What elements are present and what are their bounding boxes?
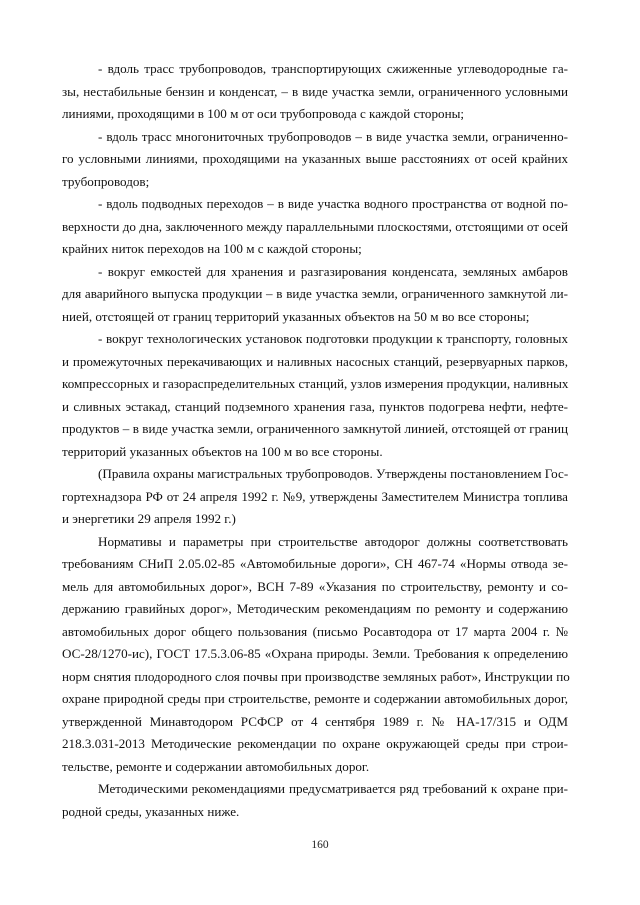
- text-line: го условными линиями, проходящими на указанных выше расстояниях от осей крайних: [62, 151, 568, 166]
- text-line: и энергетики 29 апреля 1992 г.): [62, 511, 236, 526]
- text-line: крайних ниток переходов на 100 м с каждой стороны;: [62, 241, 362, 256]
- paragraph: [62, 193, 568, 261]
- text-line: норм снятия плодородного слоя почвы при производстве земляных работ», Инструкции по: [62, 668, 570, 684]
- paragraph: [62, 778, 568, 823]
- text-line: охране природной среды при строительстве, ремонте и содержании автомобильных дорог,: [62, 691, 568, 706]
- text-line: нией, отстоящей от границ территорий указанных объектов на 50 м во все стороны;: [62, 308, 530, 324]
- text-line: мель для автомобильных дорог», ВСН 7-89 «Указания по строительству, ремонту и со-: [62, 578, 568, 594]
- text-line: - вокруг емкостей для хранения и разгазирования конденсата, земляных амбаров: [98, 263, 568, 279]
- text-line: территорий указанных объектов на 100 м во все стороны.: [62, 443, 383, 459]
- text-line: компрессорных и газораспределительных станций, узлов измерения продукции, наливных: [62, 376, 569, 391]
- text-line: продуктов – в виде участка земли, ограниченного замкнутой линией, отстоящей от границ: [62, 421, 568, 436]
- text-line: 218.3.031-2013 Методические рекомендации по охране окружающей среды при строи-: [62, 736, 568, 751]
- text-line: - вдоль трасс трубопроводов, транспортирующих сжиженные углеводородные га-: [98, 61, 568, 76]
- text-line: - вдоль трасс многониточных трубопроводов – в виде участка земли, ограниченно-: [98, 128, 568, 144]
- page-number: 160: [311, 839, 329, 851]
- text-line: требованиям СНиП 2.05.02-85 «Автомобильные дороги», СН 467-74 «Нормы отвода зе-: [62, 556, 568, 571]
- paragraph: [62, 463, 568, 531]
- text-line: родной среды, указанных ниже.: [62, 803, 240, 819]
- body-text: [62, 58, 568, 823]
- text-line: линиями, проходящими в 100 м от оси трубопровода с каждой стороны;: [62, 106, 465, 121]
- text-line: держанию гравийных дорог», Методическим рекомендациям по ремонту и содержанию: [62, 601, 568, 616]
- text-line: верхности до дна, заключенного между параллельными плоскостями, отстоящими от осей: [62, 218, 568, 234]
- text-line: автомобильных дорог общего пользования (письмо Росавтодора от 17 марта 2004 г. №: [62, 623, 568, 639]
- text-line: Нормативы и параметры при строительстве автодорог должны соответствовать: [98, 533, 568, 549]
- paragraph: [62, 261, 568, 329]
- text-line: зы, нестабильные бензин и конденсат, – в виде участка земли, ограниченного условными: [62, 83, 568, 99]
- text-line: утвержденной Минавтодором РСФСР от 4 сентября 1989 г. № НА-17/315 и ОДМ: [62, 713, 568, 729]
- text-line: ОС-28/1270-ис), ГОСТ 17.5.3.06-85 «Охрана природы. Земли. Требования к определению: [62, 646, 568, 661]
- text-line: и сливных эстакад, станций подземного хранения газа, пунктов подогрева нефти, нефте-: [62, 398, 568, 414]
- paragraph: [62, 58, 568, 126]
- text-line: гортехнадзора РФ от 24 апреля 1992 г. №9, утверждены Заместителем Министра топлива: [62, 488, 568, 504]
- paragraph: [62, 531, 568, 779]
- text-line: тельстве, ремонте и содержании автомобильных дорог.: [62, 758, 370, 774]
- text-line: - вокруг технологических установок подготовки продукции к транспорту, головных: [98, 331, 568, 346]
- paragraph: [62, 328, 568, 463]
- text-line: - вдоль подводных переходов – в виде участка водного пространства от водной по-: [98, 196, 568, 211]
- text-line: (Правила охраны магистральных трубопроводов. Утверждены постановлением Гос-: [98, 466, 569, 481]
- text-line: Методическими рекомендациями предусматривается ряд требований к охране при-: [98, 781, 568, 796]
- text-line: для аварийного выпуска продукции – в виде участка земли, ограниченного замкнутой ли-: [62, 286, 568, 301]
- text-line: и промежуточных перекачивающих и наливных насосных станций, резервуарных парков,: [62, 353, 568, 369]
- text-line: трубопроводов;: [62, 173, 150, 189]
- paragraph: [62, 126, 568, 194]
